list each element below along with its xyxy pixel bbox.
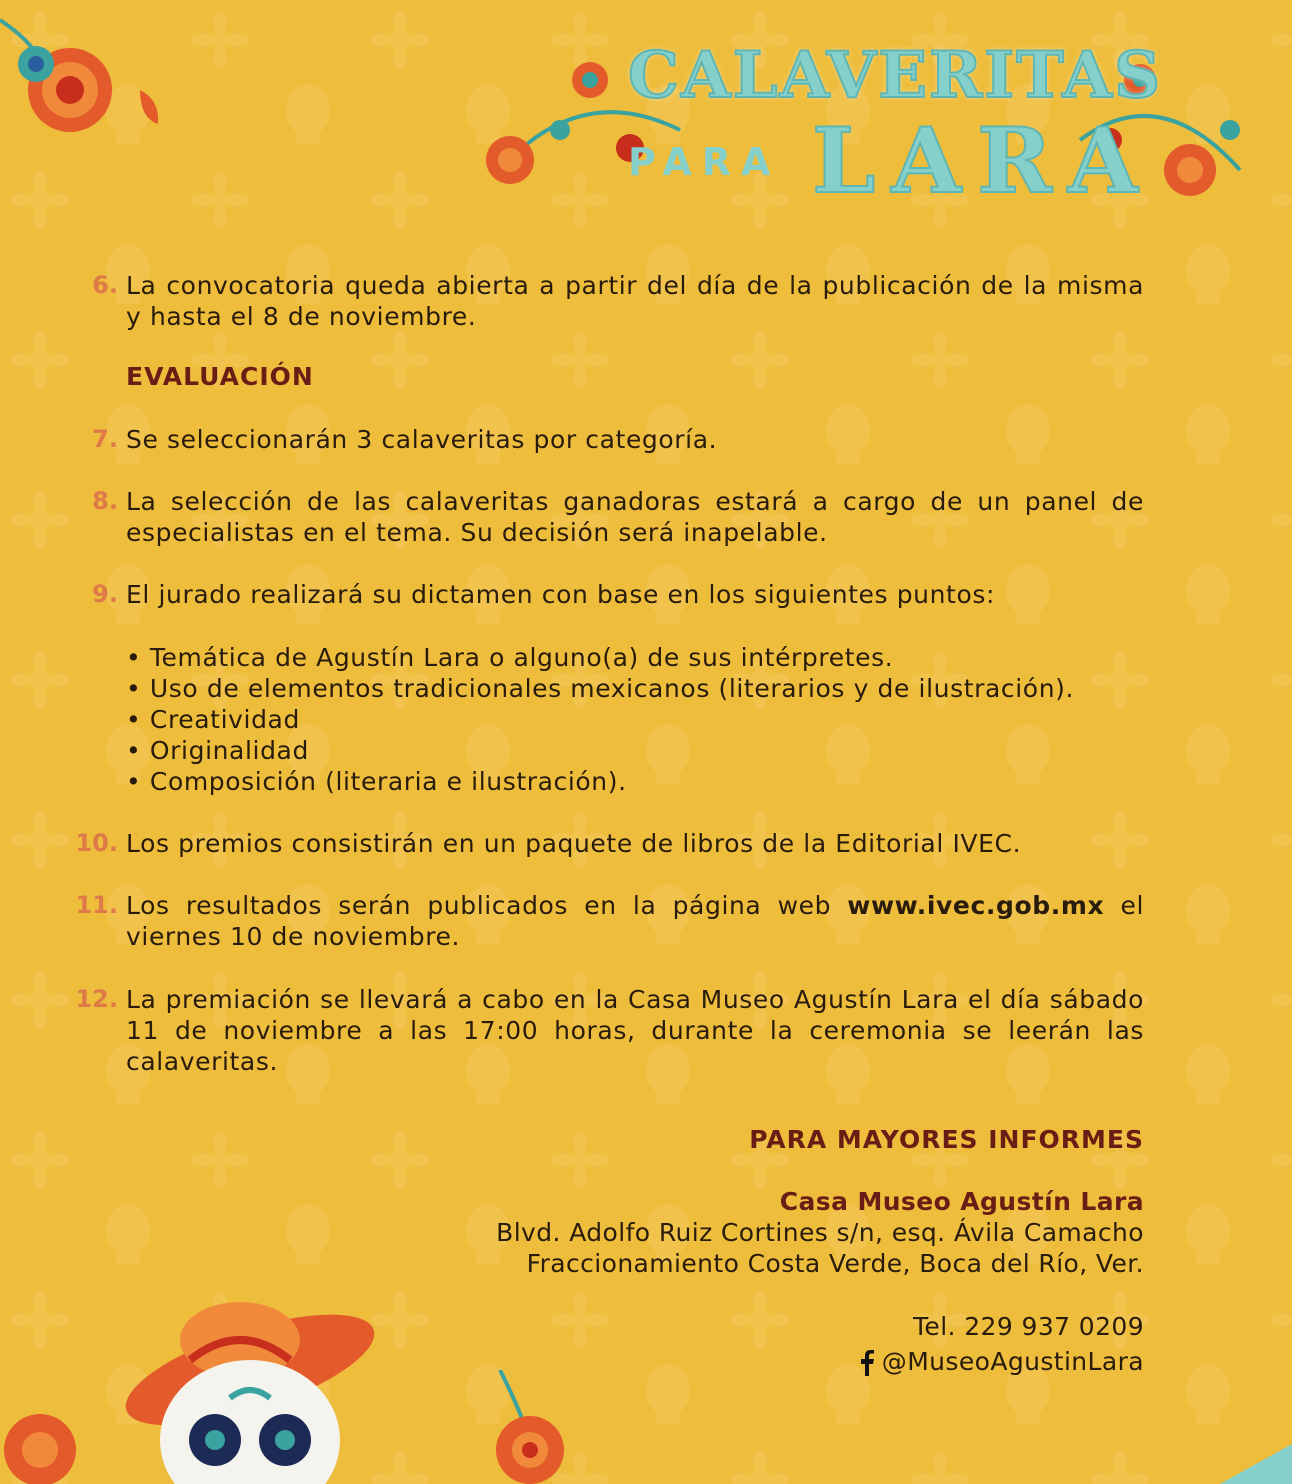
flower-decoration-bottom-left (0, 1370, 110, 1484)
item-number: 12. (75, 985, 118, 1013)
criteria-item: • Temática de Agustín Lara o alguno(a) de sus intérpretes. (126, 643, 894, 672)
address-line-2: Fraccionamiento Costa Verde, Boca del Río, Ver. (526, 1249, 1144, 1278)
title-lara: LARA (812, 108, 1154, 214)
skull-mariachi-illustration (100, 1290, 400, 1484)
facebook-icon (860, 1350, 874, 1376)
item-number: 7. (92, 425, 118, 453)
criteria-item: • Creatividad (126, 705, 300, 734)
website-link[interactable]: www.ivec.gob.mx (847, 891, 1105, 920)
rule-item-10: Los premios consistirán en un paquete de libros de la Editorial IVEC. (126, 829, 1022, 858)
rule-item-7: Se seleccionarán 3 calaveritas por categoría. (126, 425, 718, 454)
flower-decoration-bottom-center (470, 1370, 600, 1484)
criteria-item: • Originalidad (126, 736, 309, 765)
rule-item-11 (126, 890, 1144, 952)
rule-item-9: El jurado realizará su dictamen con base en los siguientes puntos: (126, 580, 995, 609)
rule-item-11-text: Los resultados serán publicados en la página web (126, 891, 832, 920)
phone-number: Tel. 229 937 0209 (913, 1312, 1144, 1341)
criteria-item: • Uso de elementos tradicionales mexicanos (literarios y de ilustración). (126, 674, 1075, 703)
address-line-1: Blvd. Adolfo Ruiz Cortines s/n, esq. Ávila Camacho (496, 1218, 1144, 1247)
contact-heading: PARA MAYORES INFORMES (749, 1125, 1144, 1154)
title-banner (600, 30, 1163, 214)
rule-item-8: La selección de las calaveritas ganadoras estará a cargo de un panel de especialistas en el tema. Su decisión será inapelable. (126, 487, 1144, 547)
teal-corner-decoration (1220, 1444, 1292, 1484)
facebook-handle-text: @MuseoAgustinLara (881, 1347, 1144, 1376)
venue-name: Casa Museo Agustín Lara (779, 1187, 1144, 1216)
facebook-handle[interactable] (860, 1346, 1144, 1377)
item-number: 11. (75, 891, 118, 919)
rule-item-12: La premiación se llevará a cabo en la Casa Museo Agustín Lara el día sábado 11 de noviembre a las 17:00 horas, durante la ceremonia se leerán las calaveritas. (126, 985, 1144, 1076)
title-calaveritas: CALAVERITAS (628, 38, 1163, 113)
criteria-item: • Composición (literaria e ilustración). (126, 767, 627, 796)
flower-decoration-top-left (0, 0, 170, 170)
rule-item-6: La convocatoria queda abierta a partir del día de la publicación de la misma y hasta el 8 de noviembre. (126, 271, 1144, 331)
item-number: 8. (92, 487, 118, 515)
rule-item-11-date: el viernes 10 de noviembre. (126, 891, 1144, 951)
item-number: 9. (92, 580, 118, 608)
item-number: 6. (92, 271, 118, 299)
item-number: 10. (75, 829, 118, 857)
title-para: PARA (628, 140, 781, 184)
section-heading-evaluacion: EVALUACIÓN (126, 362, 314, 391)
